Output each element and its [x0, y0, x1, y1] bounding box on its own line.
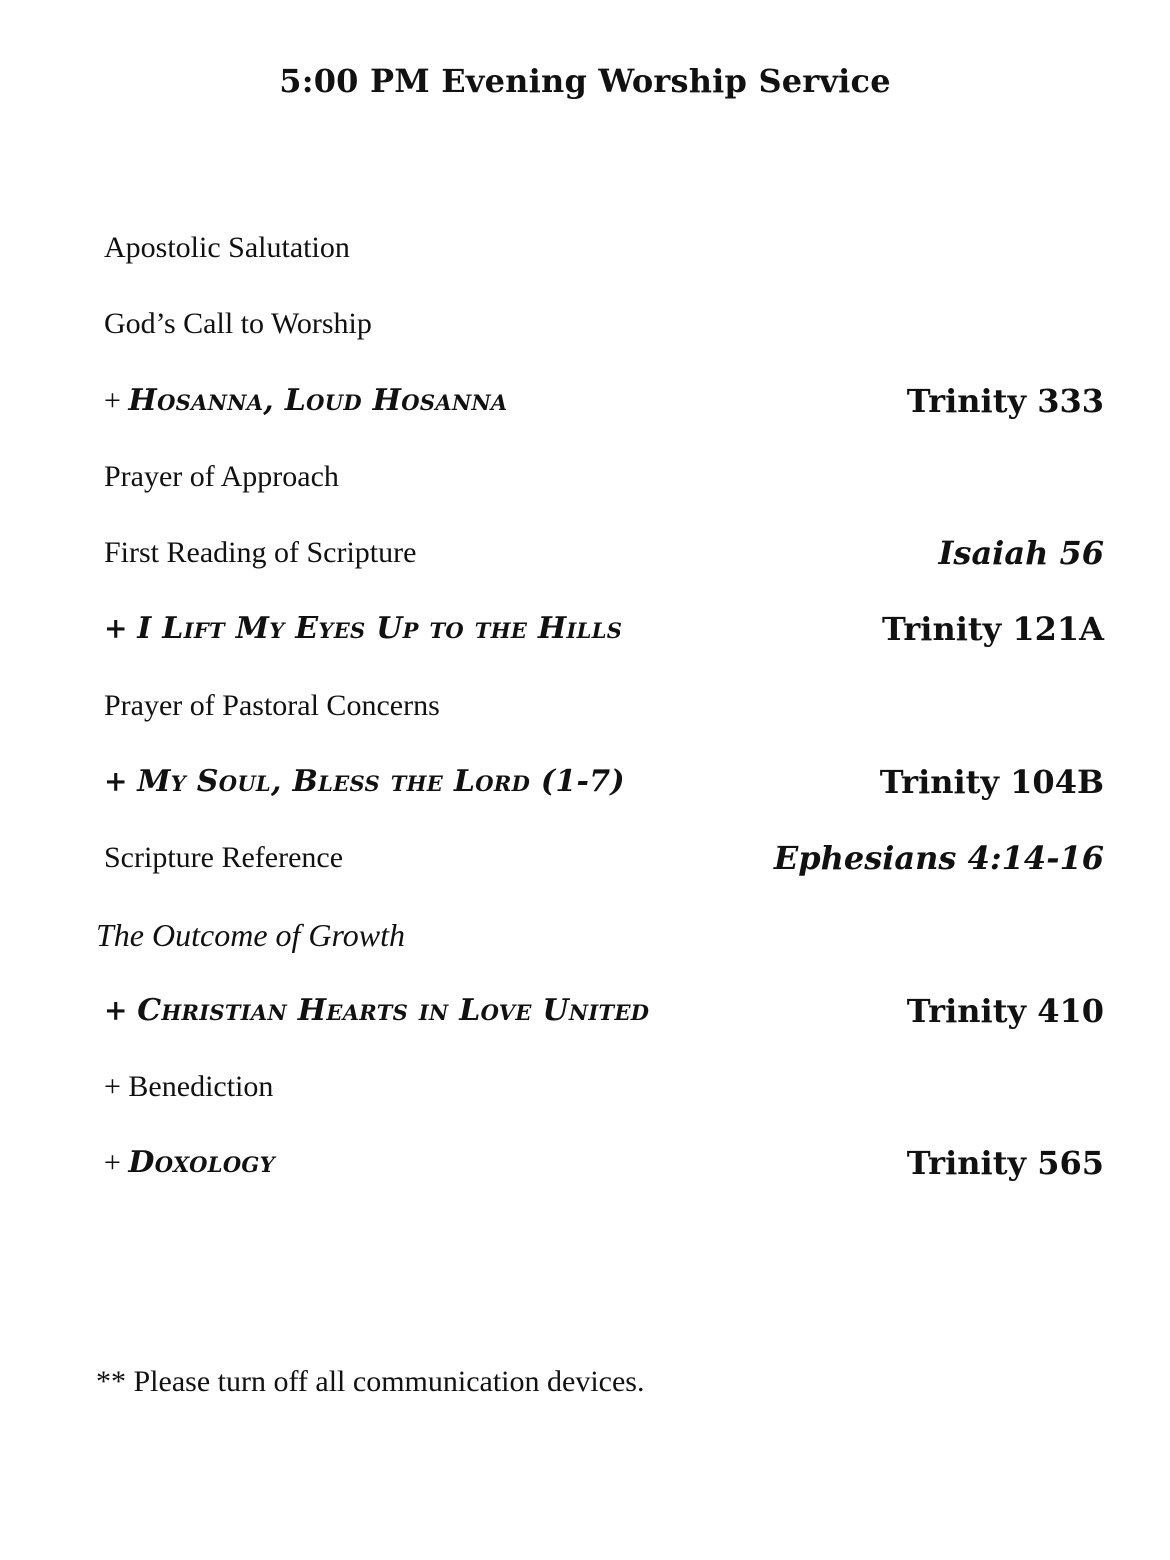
order-item-hymn-my-soul-bless: [104, 757, 1104, 807]
hymn-title: Hosanna, Loud Hosanna: [128, 383, 508, 418]
hymn-reference: Trinity 121A: [881, 610, 1104, 648]
standing-marker: +: [104, 1146, 129, 1179]
sermon-title: The Outcome of Growth: [96, 917, 406, 953]
order-item-hymn-hosanna: [104, 376, 1104, 426]
order-item-hymn-i-lift-my-eyes: [104, 604, 1104, 654]
order-item-label: Prayer of Pastoral Concerns: [104, 689, 440, 722]
order-item-label: Scripture Reference: [104, 841, 344, 874]
hymn-title: Doxology: [128, 1145, 275, 1180]
footnote: ** Please turn off all communication devices.: [96, 1365, 645, 1398]
scripture-reference: Isaiah 56: [938, 534, 1104, 572]
hymn-title: I Lift My Eyes Up to the Hills: [137, 611, 623, 646]
hymn-reference: Trinity 410: [906, 992, 1104, 1030]
order-item-call-to-worship: [104, 299, 1104, 349]
standing-marker: +: [104, 994, 138, 1027]
order-item-label: Benediction: [128, 1070, 274, 1103]
order-item-label: God’s Call to Worship: [104, 307, 372, 340]
hymn-title: Christian Hearts in Love United: [137, 993, 650, 1028]
order-item-scripture-reference: [104, 833, 1104, 883]
hymn-reference: Trinity 104B: [879, 763, 1104, 801]
order-item-label: Prayer of Approach: [104, 460, 339, 493]
scripture-reference: Ephesians 4:14-16: [773, 839, 1104, 877]
standing-marker: +: [104, 1070, 129, 1103]
standing-marker: +: [104, 765, 138, 798]
standing-marker: +: [104, 384, 129, 417]
order-item-benediction: [104, 1062, 1104, 1112]
order-item-pastoral-prayer: [104, 681, 1104, 731]
order-item-hymn-doxology: [104, 1138, 1104, 1188]
order-item-first-reading: [104, 528, 1104, 578]
order-item-hymn-christian-hearts: [104, 986, 1104, 1036]
order-item-label: Apostolic Salutation: [104, 231, 350, 264]
hymn-title: My Soul, Bless the Lord (1-7): [137, 764, 625, 799]
hymn-reference: Trinity 565: [906, 1144, 1104, 1182]
hymn-reference: Trinity 333: [906, 382, 1104, 420]
order-item-label: First Reading of Scripture: [104, 536, 417, 569]
order-item-prayer-of-approach: [104, 452, 1104, 502]
standing-marker: +: [104, 612, 138, 645]
page-title: 5:00 PM Evening Worship Service: [279, 62, 891, 100]
order-item-apostolic-salutation: [104, 223, 1104, 273]
